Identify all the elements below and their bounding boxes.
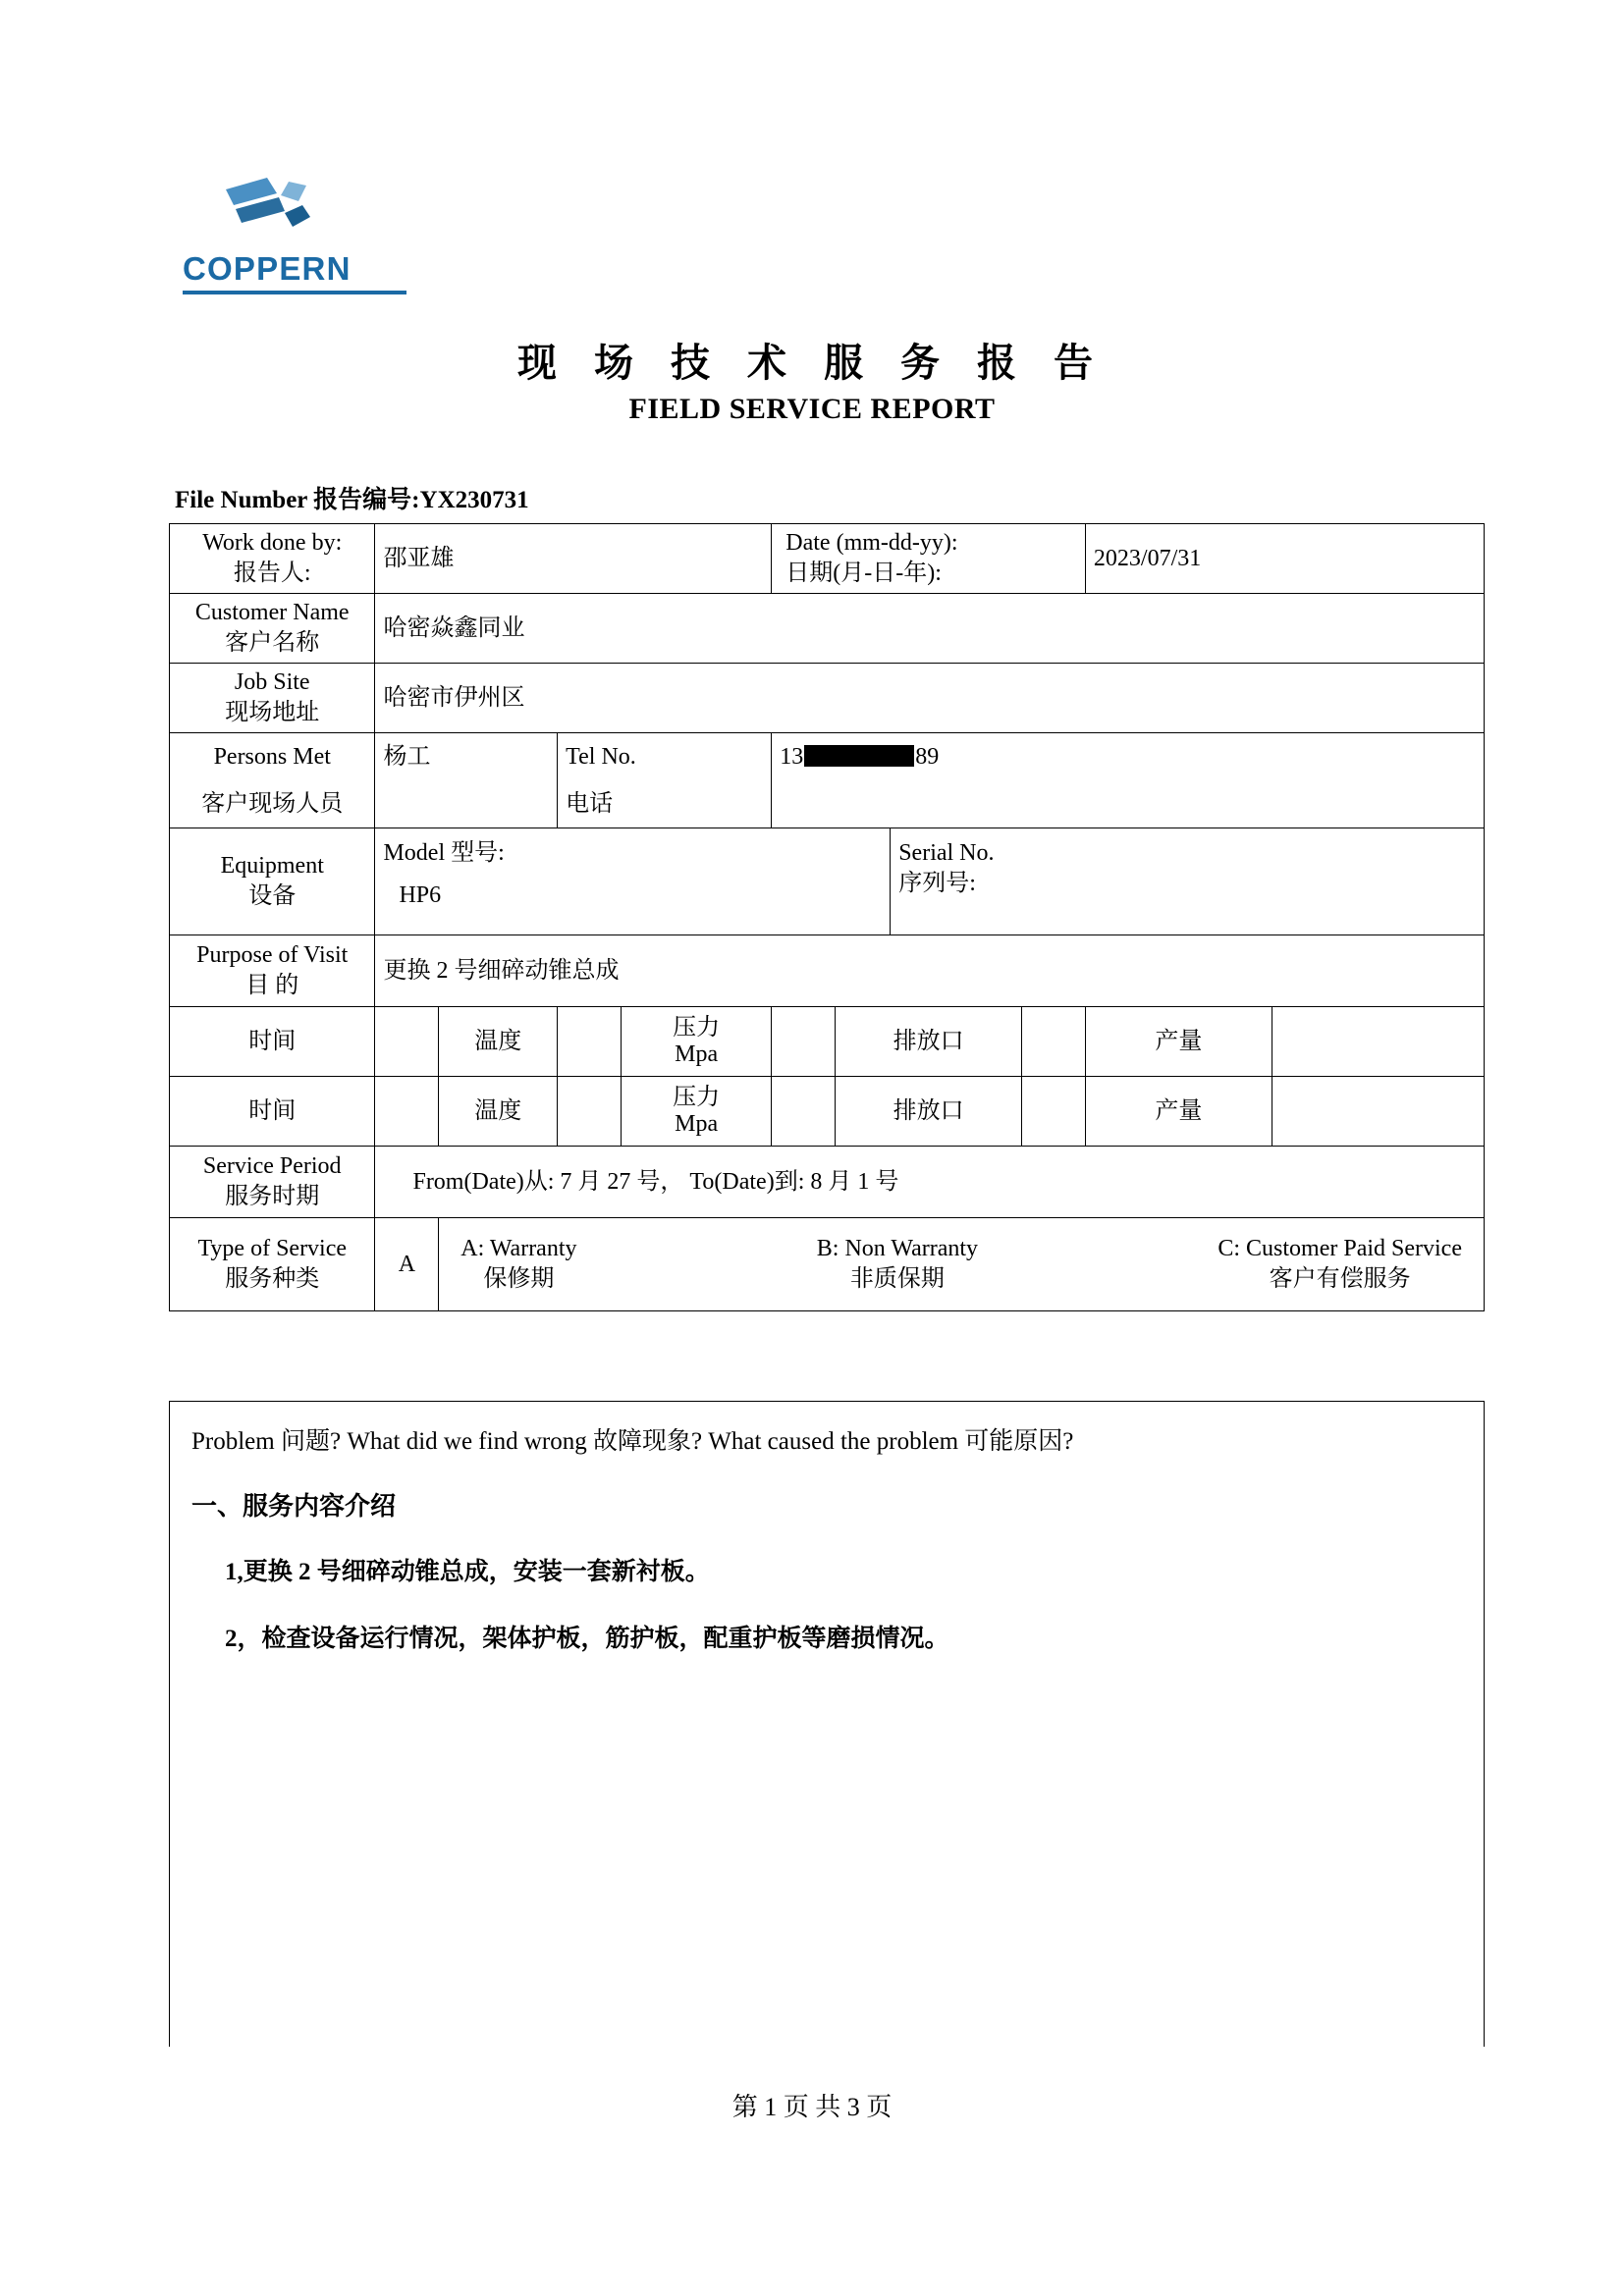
type-option-b[interactable] xyxy=(817,1234,978,1295)
value-customer-name[interactable]: 哈密焱鑫同业 xyxy=(375,594,1485,664)
label-date xyxy=(772,524,1086,594)
type-option-a-code: A: Warranty xyxy=(460,1235,577,1261)
table-row-customer-name xyxy=(170,594,1485,664)
value-date[interactable]: 2023/07/31 xyxy=(1085,524,1484,594)
label-type-of-service xyxy=(170,1218,375,1311)
table-row-measurements-2 xyxy=(170,1077,1485,1147)
label-customer-name-en: Customer Name xyxy=(194,600,350,626)
label-work-done-by-en: Work done by: xyxy=(202,530,343,557)
label-pressure-1 xyxy=(621,1007,771,1077)
label-model: Model 型号: xyxy=(383,840,505,866)
label-purpose-en: Purpose of Visit xyxy=(196,942,349,969)
narrative-item-2: 2，检查设备运行情况，架体护板，筋护板，配重护板等磨损情况。 xyxy=(225,1626,949,1652)
table-row-purpose xyxy=(170,935,1485,1007)
value-outlet-1[interactable] xyxy=(1022,1007,1086,1077)
value-time-1[interactable] xyxy=(375,1007,439,1077)
table-row-equipment xyxy=(170,828,1485,935)
narrative-question: Problem 问题? What did we find wrong 故障现象? What caused the problem 可能原因? xyxy=(191,1428,1074,1455)
logo-underline xyxy=(183,291,406,294)
type-option-c-code: C: Customer Paid Service xyxy=(1218,1235,1462,1261)
label-pressure-1-l1: 压力 xyxy=(673,1015,721,1041)
type-option-a-cn: 保修期 xyxy=(483,1266,555,1292)
value-model: HP6 xyxy=(399,881,442,908)
label-customer-name xyxy=(170,594,375,664)
label-serial-cn: 序列号: xyxy=(898,870,976,896)
label-pressure-1-l2: Mpa xyxy=(675,1041,719,1067)
label-pressure-2-l1: 压力 xyxy=(673,1085,721,1111)
value-tel-prefix: 13 xyxy=(780,743,804,770)
field-model[interactable] xyxy=(375,828,891,935)
narrative-item-1: 1,更换 2 号细碎动锥总成，安装一套新衬板。 xyxy=(225,1559,710,1585)
value-outlet-2[interactable] xyxy=(1022,1077,1086,1147)
value-output-2[interactable] xyxy=(1272,1077,1484,1147)
table-row-measurements-1 xyxy=(170,1007,1485,1077)
value-temp-1[interactable] xyxy=(558,1007,622,1077)
label-tel-cn: 电话 xyxy=(558,780,772,828)
label-service-period-en: Service Period xyxy=(202,1153,342,1180)
narrative-heading: 一、服务内容介绍 xyxy=(191,1492,397,1521)
table-row-service-period xyxy=(170,1147,1485,1218)
label-persons-met-cn: 客户现场人员 xyxy=(170,780,375,828)
value-tel-suffix: 89 xyxy=(915,743,940,770)
label-equipment-en: Equipment xyxy=(220,853,324,880)
value-persons-met-2[interactable] xyxy=(375,780,558,828)
label-temp-2: 温度 xyxy=(439,1077,558,1147)
value-purpose[interactable]: 更换 2 号细碎动锥总成 xyxy=(375,935,1485,1007)
type-option-c-cn: 客户有偿服务 xyxy=(1269,1266,1411,1292)
type-option-b-cn: 非质保期 xyxy=(849,1266,945,1292)
value-work-done-by[interactable]: 邵亚雄 xyxy=(375,524,772,594)
label-pressure-2 xyxy=(621,1077,771,1147)
label-purpose xyxy=(170,935,375,1007)
label-outlet-2: 排放口 xyxy=(836,1077,1022,1147)
value-output-1[interactable] xyxy=(1272,1007,1484,1077)
value-time-2[interactable] xyxy=(375,1077,439,1147)
value-persons-met[interactable]: 杨工 xyxy=(375,733,558,781)
brand-logo xyxy=(165,172,420,294)
label-type-of-service-en: Type of Service xyxy=(197,1236,348,1262)
label-output-2: 产量 xyxy=(1085,1077,1272,1147)
type-of-service-options xyxy=(439,1218,1485,1311)
label-service-period xyxy=(170,1147,375,1218)
value-tel[interactable] xyxy=(772,733,1485,781)
label-work-done-by-cn: 报告人: xyxy=(233,561,311,586)
table-row-type-of-service xyxy=(170,1218,1485,1311)
file-number: File Number 报告编号:YX230731 xyxy=(175,487,529,513)
type-option-c[interactable] xyxy=(1218,1234,1462,1295)
field-service-form-table xyxy=(169,523,1485,1311)
page-title-en: FIELD SERVICE REPORT xyxy=(628,393,996,425)
table-row-work-done-by xyxy=(170,524,1485,594)
type-option-b-code: B: Non Warranty xyxy=(816,1235,979,1261)
value-job-site[interactable]: 哈密市伊州区 xyxy=(375,664,1485,733)
table-row-persons-met xyxy=(170,733,1485,781)
redaction-bar xyxy=(804,745,914,767)
label-persons-met-en: Persons Met xyxy=(170,733,375,781)
label-outlet-1: 排放口 xyxy=(836,1007,1022,1077)
table-row-persons-met-cn xyxy=(170,780,1485,828)
label-serial-en: Serial No. xyxy=(898,840,995,866)
page-title-cn: 现 场 技 术 服 务 报 告 xyxy=(517,341,1107,385)
label-equipment xyxy=(170,828,375,935)
label-job-site-en: Job Site xyxy=(234,669,310,696)
cube-logo-icon xyxy=(216,172,326,242)
label-job-site xyxy=(170,664,375,733)
label-date-en: Date (mm-dd-yy): xyxy=(785,530,958,557)
narrative-section xyxy=(169,1401,1485,2047)
label-output-1: 产量 xyxy=(1085,1007,1272,1077)
table-row-job-site xyxy=(170,664,1485,733)
label-equipment-cn: 设备 xyxy=(248,883,297,909)
label-tel-en: Tel No. xyxy=(558,733,772,781)
label-time-1: 时间 xyxy=(170,1007,375,1077)
value-tel-2[interactable] xyxy=(772,780,1485,828)
label-purpose-cn: 目 的 xyxy=(245,973,299,998)
value-pressure-1[interactable] xyxy=(772,1007,836,1077)
page-footer: 第 1 页 共 3 页 xyxy=(731,2093,893,2121)
label-date-cn: 日期(月-日-年): xyxy=(785,561,942,586)
type-option-a[interactable] xyxy=(460,1234,576,1295)
label-pressure-2-l2: Mpa xyxy=(675,1111,719,1137)
value-service-period[interactable]: From(Date)从: 7 月 27 号， To(Date)到: 8 月 1 号 xyxy=(375,1147,1485,1218)
label-temp-1: 温度 xyxy=(439,1007,558,1077)
value-pressure-2[interactable] xyxy=(772,1077,836,1147)
label-work-done-by xyxy=(170,524,375,594)
value-type-of-service-selected[interactable]: A xyxy=(375,1218,439,1311)
label-service-period-cn: 服务时期 xyxy=(225,1184,320,1209)
label-customer-name-cn: 客户名称 xyxy=(225,630,320,656)
field-serial[interactable] xyxy=(891,828,1485,935)
label-type-of-service-cn: 服务种类 xyxy=(225,1266,320,1292)
value-temp-2[interactable] xyxy=(558,1077,622,1147)
label-job-site-cn: 现场地址 xyxy=(225,700,320,725)
label-time-2: 时间 xyxy=(170,1077,375,1147)
brand-name: COPPERN xyxy=(183,250,352,287)
